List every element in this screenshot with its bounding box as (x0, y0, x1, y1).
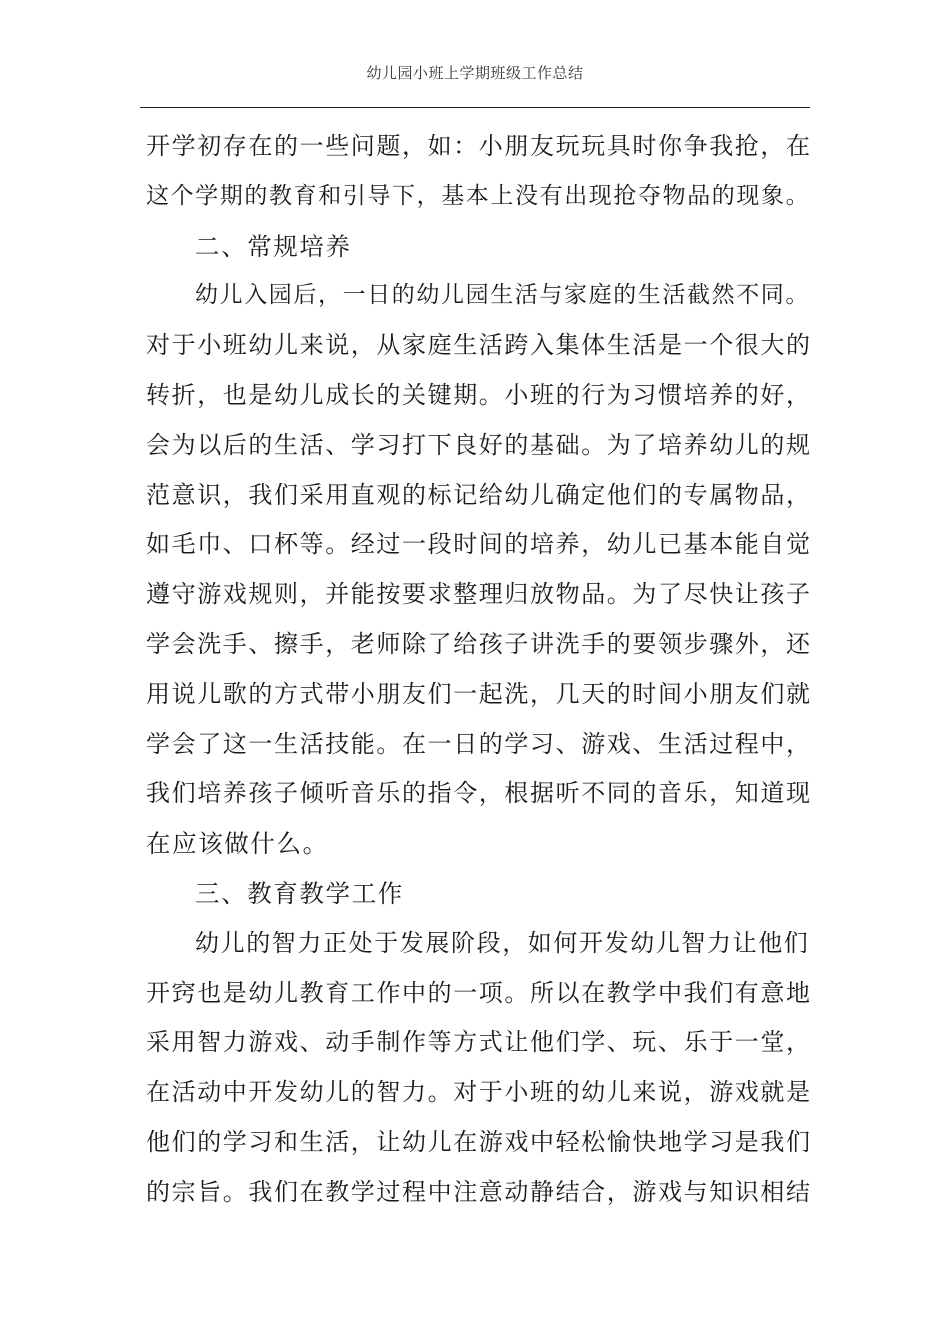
text-line: 我们培养孩子倾听音乐的指令，根据听不同的音乐，知道现 (146, 779, 812, 808)
text-line: 如毛巾、口杯等。经过一段时间的培养，幼儿已基本能自觉 (146, 530, 812, 559)
text-line: 幼儿入园后，一日的幼儿园生活与家庭的生活截然不同。 (195, 282, 810, 309)
text-line: 的宗旨。我们在教学过程中注意动静结合，游戏与知识相结 (146, 1177, 812, 1206)
header-divider (140, 107, 810, 108)
text-line: 转折，也是幼儿成长的关键期。小班的行为习惯培养的好， (146, 380, 812, 409)
text-line: 范意识，我们采用直观的标记给幼儿确定他们的专属物品， (146, 480, 812, 509)
text-line: 这个学期的教育和引导下，基本上没有出现抢夺物品的现象。 (146, 182, 811, 209)
text-line: 学会了这一生活技能。在一日的学习、游戏、生活过程中， (146, 729, 812, 758)
page-header-title: 幼儿园小班上学期班级工作总结 (366, 64, 584, 82)
section-heading: 二、常规培养 (195, 231, 352, 261)
text-line: 在应该做什么。 (146, 829, 329, 859)
text-line: 学会洗手、擦手，老师除了给孩子讲洗手的要领步骤外，还 (146, 629, 812, 658)
document-body (146, 122, 818, 1218)
text-line: 用说儿歌的方式带小朋友们一起洗，几天的时间小朋友们就 (146, 679, 812, 708)
text-line: 采用智力游戏、动手制作等方式让他们学、玩、乐于一堂， (146, 1028, 812, 1057)
text-line: 遵守游戏规则，并能按要求整理归放物品。为了尽快让孩子 (146, 580, 812, 609)
text-line: 他们的学习和生活，让幼儿在游戏中轻松愉快地学习是我们 (146, 1127, 812, 1156)
text-line: 幼儿的智力正处于发展阶段，如何开发幼儿智力让他们 (195, 928, 810, 957)
text-line: 对于小班幼儿来说，从家庭生活跨入集体生活是一个很大的 (146, 331, 812, 360)
text-line: 开窍也是幼儿教育工作中的一项。所以在教学中我们有意地 (146, 978, 812, 1007)
text-line: 在活动中开发幼儿的智力。对于小班的幼儿来说，游戏就是 (146, 1078, 812, 1107)
section-heading: 三、教育教学工作 (195, 878, 404, 908)
text-line: 开学初存在的一些问题，如：小朋友玩玩具时你争我抢，在 (146, 132, 812, 160)
text-line: 会为以后的生活、学习打下良好的基础。为了培养幼儿的规 (146, 430, 812, 459)
